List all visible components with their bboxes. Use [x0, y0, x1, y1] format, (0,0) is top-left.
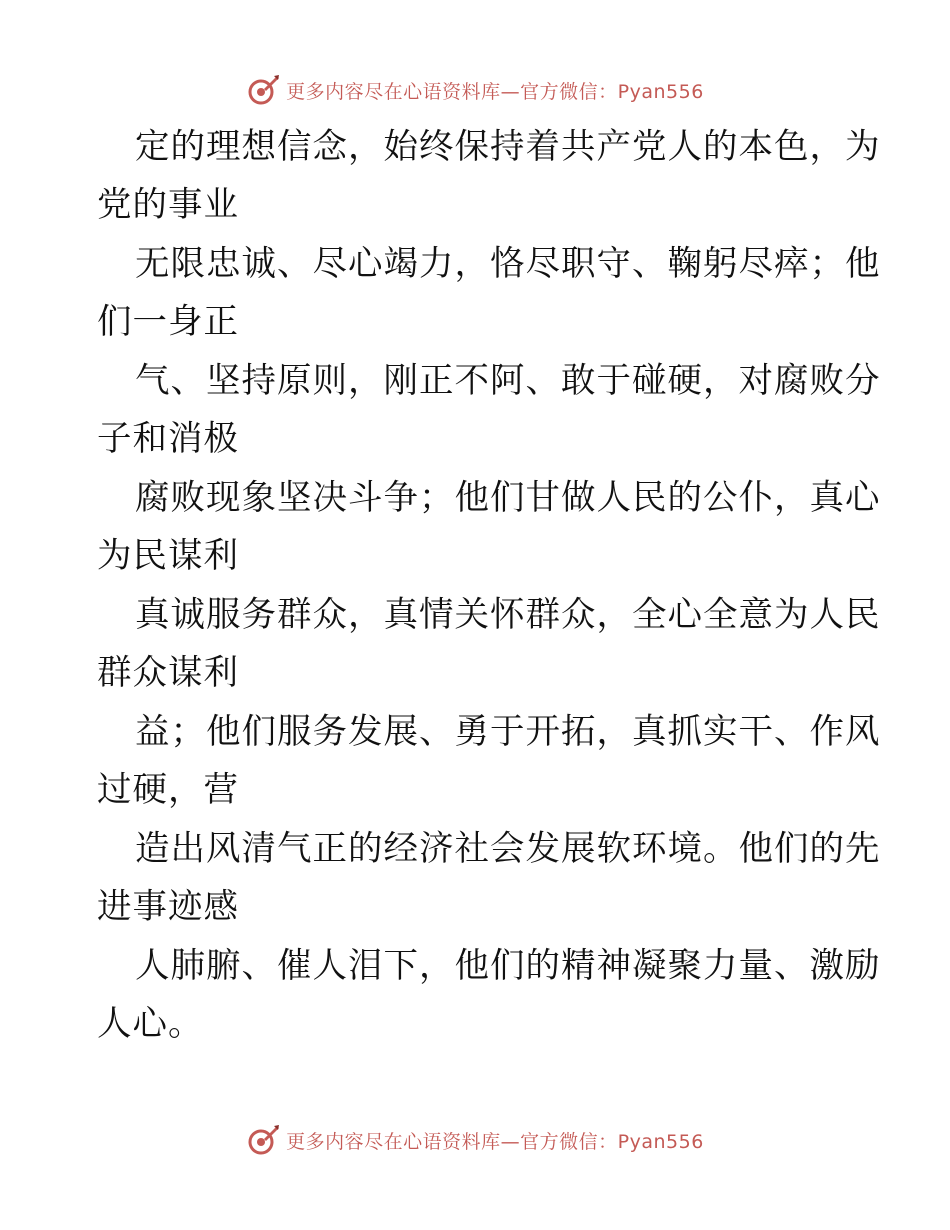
- footer-banner-text: 更多内容尽在心语资料库—官方微信：Pyan556: [286, 1130, 704, 1153]
- body-line: 人心。: [97, 1004, 204, 1044]
- pen-circle-logo-icon: [246, 1123, 280, 1157]
- body-line: 党的事业: [97, 185, 239, 225]
- body-line: 腐败现象坚决斗争；他们甘做人民的公仆，真心: [135, 478, 881, 518]
- body-line: 们一身正: [97, 302, 239, 342]
- pen-circle-logo-icon: [246, 73, 280, 107]
- body-line: 无限忠诚、尽心竭力，恪尽职守、鞠躬尽瘁；他: [135, 244, 881, 284]
- body-line: 益；他们服务发展、勇于开拓，真抓实干、作风: [135, 712, 881, 752]
- body-line: 进事迹感: [97, 887, 239, 927]
- footer-banner: [0, 1120, 950, 1160]
- body-line: 子和消极: [97, 419, 239, 459]
- body-line: 为民谋利: [97, 536, 239, 576]
- body-line: 定的理想信念，始终保持着共产党人的本色，为: [135, 127, 881, 167]
- header-banner-text: 更多内容尽在心语资料库—官方微信：Pyan556: [286, 80, 704, 103]
- body-line: 人肺腑、催人泪下，他们的精神凝聚力量、激励: [135, 946, 881, 986]
- body-line: 群众谋利: [97, 653, 239, 693]
- body-line: 造出风清气正的经济社会发展软环境。他们的先: [135, 829, 881, 869]
- body-line: 真诚服务群众，真情关怀群众，全心全意为人民: [135, 595, 881, 635]
- body-line: 过硬，营: [97, 770, 239, 810]
- body-line: 气、坚持原则，刚正不阿、敢于碰硬，对腐败分: [135, 361, 881, 401]
- header-banner: [0, 70, 950, 110]
